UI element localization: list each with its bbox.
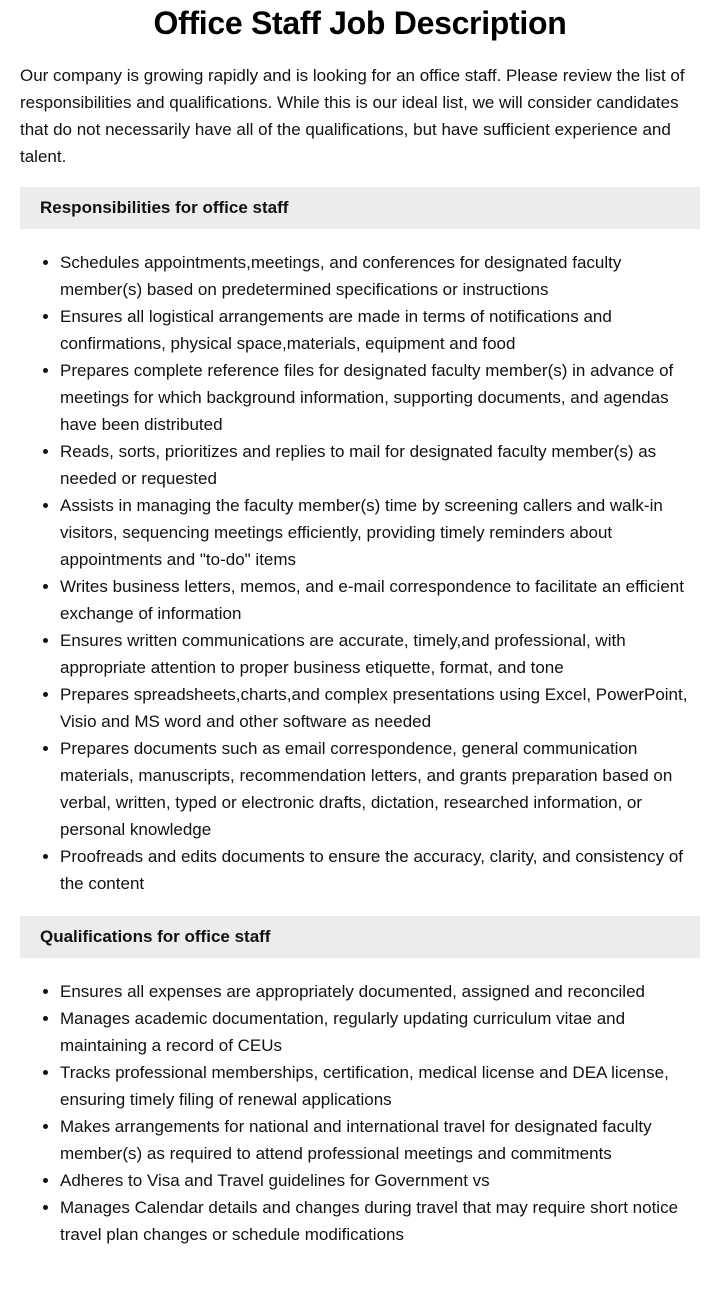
list-item: • Schedules appointments,meetings, and conferences for designated faculty member(s) based on predetermined specifications or instructions	[60, 249, 700, 303]
page-title: Office Staff Job Description	[153, 5, 567, 41]
list-item: • Tracks professional memberships, certification, medical license and DEA license, ensuring timely filing of renewal applications	[60, 1059, 700, 1113]
list-item: • Makes arrangements for national and international travel for designated faculty member(s) as required to attend professional meetings and commitments	[60, 1113, 700, 1167]
list-item: • Ensures all expenses are appropriately documented, assigned and reconciled	[60, 978, 700, 1005]
list-item: • Reads, sorts, prioritizes and replies to mail for designated faculty member(s) as needed or requested	[60, 438, 700, 492]
list-item: • Writes business letters, memos, and e-mail correspondence to facilitate an efficient exchange of information	[60, 573, 700, 627]
list-item: • Proofreads and edits documents to ensure the accuracy, clarity, and consistency of the content	[60, 843, 700, 897]
qualifications-section-header	[20, 916, 700, 958]
list-item: • Ensures written communications are accurate, timely,and professional, with appropriate attention to proper business etiquette, format, and tone	[60, 627, 700, 681]
list-item: • Prepares complete reference files for designated faculty member(s) in advance of meetings for which background information, supporting documents, and agendas have been distributed	[60, 357, 700, 438]
list-item: • Ensures all logistical arrangements are made in terms of notifications and confirmations, physical space,materials, equipment and food	[60, 303, 700, 357]
qualifications-list	[20, 978, 700, 1248]
list-item: • Prepares spreadsheets,charts,and complex presentations using Excel, PowerPoint, Visio and MS word and other software as needed	[60, 681, 700, 735]
list-item: • Manages Calendar details and changes during travel that may require short notice travel plan changes or schedule modifications	[60, 1194, 700, 1248]
list-item: • Adheres to Visa and Travel guidelines for Government vs	[60, 1167, 700, 1194]
responsibilities-heading: Responsibilities for office staff	[40, 198, 289, 217]
responsibilities-list	[20, 249, 700, 897]
list-item: • Prepares documents such as email correspondence, general communication materials, manuscripts, recommendation letters, and grants preparation based on verbal, written, typed or electronic drafts, dictation, researched information, or personal knowledge	[60, 735, 700, 843]
responsibilities-section-header	[20, 187, 700, 229]
list-item: • Assists in managing the faculty member(s) time by screening callers and walk-in visitors, sequencing meetings efficiently, providing timely reminders about appointments and "to-do" items	[60, 492, 700, 573]
qualifications-heading: Qualifications for office staff	[40, 927, 271, 946]
intro-paragraph: Our company is growing rapidly and is looking for an office staff. Please review the list of responsibilities and qualifications. While this is our ideal list, we will consider candidates that do not necessarily have all of the qualifications, but have sufficient experience and talent.	[20, 66, 685, 166]
list-item: • Manages academic documentation, regularly updating curriculum vitae and maintaining a record of CEUs	[60, 1005, 700, 1059]
